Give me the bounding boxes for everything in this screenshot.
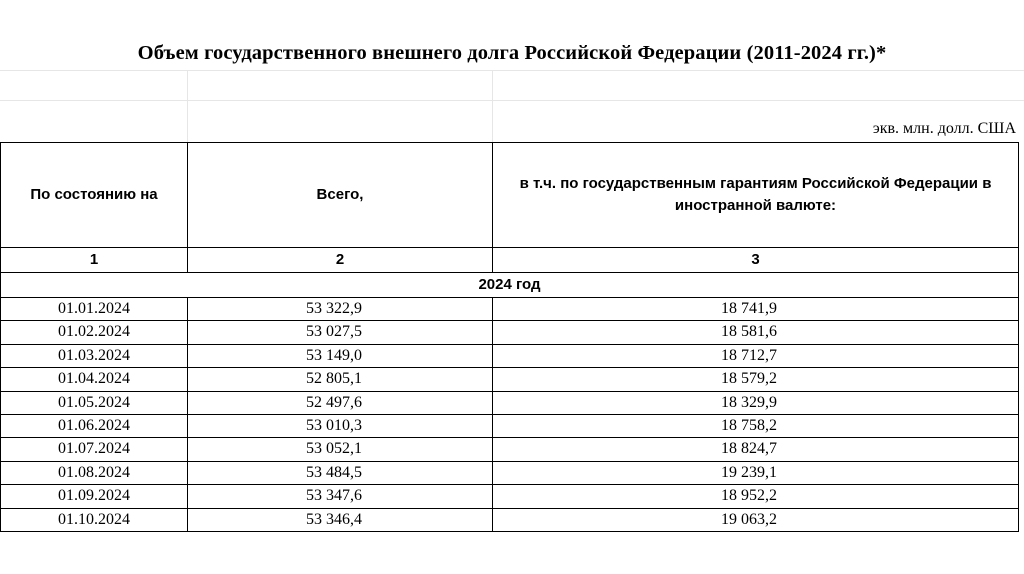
- table-row: [1, 508, 1019, 531]
- cell-date: 01.03.2024: [1, 344, 188, 367]
- cell-guarantees: 19 063,2: [493, 508, 1019, 531]
- cell-date: 01.05.2024: [1, 391, 188, 414]
- cell-guarantees: 18 952,2: [493, 485, 1019, 508]
- table-row: [1, 438, 1019, 461]
- table-row: [1, 298, 1019, 321]
- table-row: [1, 368, 1019, 391]
- cell-guarantees: 18 579,2: [493, 368, 1019, 391]
- section-label: 2024 год: [1, 273, 1019, 298]
- cell-total: 53 027,5: [188, 321, 493, 344]
- column-number-row: [1, 248, 1019, 273]
- cell-date: 01.10.2024: [1, 508, 188, 531]
- cell-total: 53 347,6: [188, 485, 493, 508]
- column-number: 1: [1, 248, 188, 273]
- cell-total: 52 805,1: [188, 368, 493, 391]
- table-row: [1, 321, 1019, 344]
- cell-guarantees: 18 824,7: [493, 438, 1019, 461]
- table-row: [1, 461, 1019, 484]
- cell-date: 01.07.2024: [1, 438, 188, 461]
- cell-date: 01.02.2024: [1, 321, 188, 344]
- table-row: [1, 391, 1019, 414]
- cell-guarantees: 18 758,2: [493, 414, 1019, 437]
- table-row: [1, 414, 1019, 437]
- table-row: [1, 485, 1019, 508]
- section-row: [1, 273, 1019, 298]
- units-label: экв. млн. долл. США: [872, 120, 1016, 137]
- cell-total: 53 322,9: [188, 298, 493, 321]
- cell-total: 53 346,4: [188, 508, 493, 531]
- table-row: [1, 344, 1019, 367]
- cell-total: 53 149,0: [188, 344, 493, 367]
- cell-date: 01.08.2024: [1, 461, 188, 484]
- column-number: 2: [188, 248, 493, 273]
- cell-guarantees: 18 712,7: [493, 344, 1019, 367]
- column-header-date: По состоянию на: [1, 143, 188, 248]
- cell-guarantees: 18 329,9: [493, 391, 1019, 414]
- cell-guarantees: 18 581,6: [493, 321, 1019, 344]
- cell-date: 01.09.2024: [1, 485, 188, 508]
- cell-date: 01.01.2024: [1, 298, 188, 321]
- column-header-total: Всего,: [188, 143, 493, 248]
- cell-guarantees: 19 239,1: [493, 461, 1019, 484]
- cell-total: 53 052,1: [188, 438, 493, 461]
- cell-total: 53 010,3: [188, 414, 493, 437]
- cell-total: 52 497,6: [188, 391, 493, 414]
- header-row: [1, 143, 1019, 248]
- document-title: Объем государственного внешнего долга Российской Федерации (2011-2024 гг.)*: [137, 42, 887, 64]
- cell-date: 01.06.2024: [1, 414, 188, 437]
- cell-total: 53 484,5: [188, 461, 493, 484]
- cell-guarantees: 18 741,9: [493, 298, 1019, 321]
- column-number: 3: [493, 248, 1019, 273]
- debt-table: [0, 142, 1019, 532]
- cell-date: 01.04.2024: [1, 368, 188, 391]
- column-header-guarantees: в т.ч. по государственным гарантиям Российской Федерации в иностранной валюте:: [493, 143, 1019, 248]
